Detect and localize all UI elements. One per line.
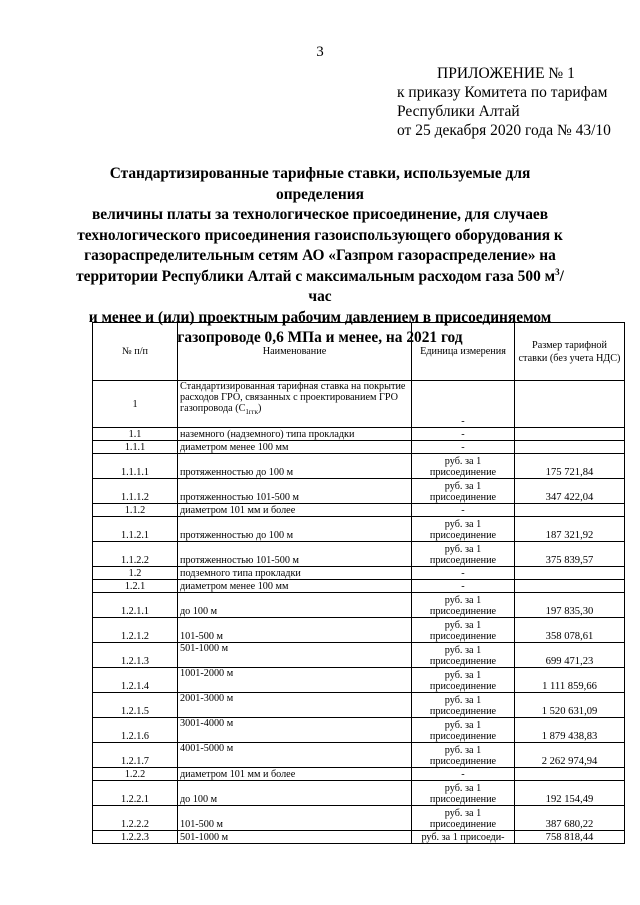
cell-unit: - — [412, 768, 515, 781]
cell-name: 4001-5000 м — [178, 743, 412, 768]
cell-unit: руб. за 1 присоединение — [412, 454, 515, 479]
cell-value: 197 835,30 — [515, 593, 625, 618]
table-row — [93, 381, 625, 428]
cell-name: 501-1000 м — [178, 831, 412, 844]
table-row — [93, 743, 625, 768]
header-num: № п/п — [93, 323, 178, 381]
cell-name: диаметром 101 мм и более — [178, 504, 412, 517]
table-row — [93, 580, 625, 593]
cell-num: 1.2.1.6 — [93, 718, 178, 743]
cell-name: 3001-4000 м — [178, 718, 412, 743]
table-row — [93, 593, 625, 618]
cell-name: диаметром менее 100 мм — [178, 441, 412, 454]
cell-name: подземного типа прокладки — [178, 567, 412, 580]
cell-value: 175 721,84 — [515, 454, 625, 479]
cell-name: наземного (надземного) типа прокладки — [178, 428, 412, 441]
cell-name: 501-1000 м — [178, 643, 412, 668]
cell-num: 1.2.1 — [93, 580, 178, 593]
cell-unit: - — [412, 441, 515, 454]
table-row — [93, 806, 625, 831]
cell-name: протяженностью 101-500 м — [178, 542, 412, 567]
heading-line: и менее и (или) проектным рабочим давлением в присоединяемом — [88, 308, 552, 326]
cell-num: 1.1 — [93, 428, 178, 441]
cell-name: 101-500 м — [178, 806, 412, 831]
appendix-order-line: к приказу Комитета по тарифам — [397, 84, 608, 101]
cell-num: 1.1.1.2 — [93, 479, 178, 504]
cell-value — [515, 504, 625, 517]
cell-unit: руб. за 1 присоединение — [412, 806, 515, 831]
cell-unit: руб. за 1 присоединение — [412, 781, 515, 806]
cell-num: 1.2.2.1 — [93, 781, 178, 806]
cell-value: 2 262 974,94 — [515, 743, 625, 768]
cell-name-text: Стандартизированная тарифная ставка на покрытие расходов ГРО, связанных с проектированием ГРО газопровода (C — [180, 381, 406, 414]
table-row — [93, 718, 625, 743]
cell-unit: руб. за 1 присоединение — [412, 593, 515, 618]
cell-unit: руб. за 1 присоединение — [412, 668, 515, 693]
cell-num: 1.2 — [93, 567, 178, 580]
cell-value: 387 680,22 — [515, 806, 625, 831]
heading-line: Стандартизированные тарифные ставки, используемые для определения — [109, 165, 531, 203]
cell-name: диаметром 101 мм и более — [178, 768, 412, 781]
cell-name: диаметром менее 100 мм — [178, 580, 412, 593]
cell-num: 1.2.1.5 — [93, 693, 178, 718]
tariff-table — [92, 322, 625, 844]
cell-value — [515, 580, 625, 593]
cell-name-end: ) — [258, 403, 262, 414]
cell-name: 101-500 м — [178, 618, 412, 643]
cell-value: 1 879 438,83 — [515, 718, 625, 743]
table-header-row — [93, 323, 625, 381]
cell-value: 699 471,23 — [515, 643, 625, 668]
cell-name: 2001-3000 м — [178, 693, 412, 718]
cell-value: 192 154,49 — [515, 781, 625, 806]
table-row — [93, 567, 625, 580]
appendix-title: ПРИЛОЖЕНИЕ № 1 — [437, 65, 575, 82]
cell-name-subscript: 1ггк — [245, 408, 259, 417]
header-value: Размер тарифной ставки (без учета НДС) — [515, 323, 625, 381]
cell-unit: руб. за 1 присоединение — [412, 693, 515, 718]
cell-name: протяженностью 101-500 м — [178, 479, 412, 504]
table-row — [93, 643, 625, 668]
cell-num: 1.2.1.4 — [93, 668, 178, 693]
cell-name: протяженностью до 100 м — [178, 454, 412, 479]
cell-unit: руб. за 1 присоеди- — [412, 831, 515, 844]
heading-superscript: 3 — [555, 266, 560, 277]
table-row — [93, 441, 625, 454]
cell-unit: - — [412, 504, 515, 517]
cell-num: 1.2.1.2 — [93, 618, 178, 643]
cell-num: 1 — [93, 381, 178, 428]
heading-line: технологического присоединения газоиспользующего оборудования к — [77, 226, 563, 244]
cell-unit: - — [412, 567, 515, 580]
cell-value — [515, 567, 625, 580]
table-row — [93, 618, 625, 643]
cell-num: 1.1.1.1 — [93, 454, 178, 479]
cell-unit: руб. за 1 присоединение — [412, 618, 515, 643]
cell-name: 1001-2000 м — [178, 668, 412, 693]
cell-value: 347 422,04 — [515, 479, 625, 504]
cell-unit: - — [412, 580, 515, 593]
table-row — [93, 781, 625, 806]
table-row — [93, 768, 625, 781]
table-row — [93, 428, 625, 441]
cell-name — [178, 381, 412, 428]
appendix-block — [397, 64, 637, 140]
cell-unit: руб. за 1 присоединение — [412, 517, 515, 542]
cell-value — [515, 381, 625, 428]
cell-num: 1.2.2 — [93, 768, 178, 781]
heading-line: газораспределительным сетям АО «Газпром газораспределение» на — [84, 247, 556, 264]
header-name: Наименование — [178, 323, 412, 381]
heading-line — [70, 267, 570, 308]
cell-value: 358 078,61 — [515, 618, 625, 643]
heading-line: газопроводе 0,6 МПа и менее, на 2021 год — [177, 329, 463, 346]
cell-num: 1.2.1.1 — [93, 593, 178, 618]
cell-name: до 100 м — [178, 781, 412, 806]
appendix-region-line: Республики Алтай — [397, 103, 520, 120]
table-row — [93, 668, 625, 693]
cell-num: 1.1.2.1 — [93, 517, 178, 542]
heading-line-text: территории Республики Алтай с максимальным расходом газа 500 м — [76, 267, 556, 285]
cell-value: 375 839,57 — [515, 542, 625, 567]
table-row — [93, 479, 625, 504]
cell-value: 1 520 631,09 — [515, 693, 625, 718]
cell-value: 187 321,92 — [515, 517, 625, 542]
table-row — [93, 693, 625, 718]
document-heading — [70, 164, 570, 349]
cell-num: 1.2.2.2 — [93, 806, 178, 831]
cell-name: до 100 м — [178, 593, 412, 618]
cell-unit: - — [412, 381, 515, 428]
cell-unit: - — [412, 428, 515, 441]
heading-line-end: /час — [308, 267, 564, 305]
cell-value — [515, 428, 625, 441]
page-number: 3 — [316, 44, 324, 60]
cell-unit: руб. за 1 присоединение — [412, 542, 515, 567]
table-row — [93, 454, 625, 479]
cell-value — [515, 768, 625, 781]
cell-value: 758 818,44 — [515, 831, 625, 844]
cell-num: 1.1.1 — [93, 441, 178, 454]
cell-value — [515, 441, 625, 454]
table-row — [93, 831, 625, 844]
cell-num: 1.1.2.2 — [93, 542, 178, 567]
table-row — [93, 504, 625, 517]
cell-unit: руб. за 1 присоединение — [412, 479, 515, 504]
header-unit: Единица измерения — [412, 323, 515, 381]
heading-line: величины платы за технологическое присоединение, для случаев — [91, 206, 549, 223]
cell-unit: руб. за 1 присоединение — [412, 743, 515, 768]
cell-unit: руб. за 1 присоединение — [412, 643, 515, 668]
table-row — [93, 542, 625, 567]
cell-name: протяженностью до 100 м — [178, 517, 412, 542]
cell-num: 1.2.1.7 — [93, 743, 178, 768]
cell-num: 1.2.2.3 — [93, 831, 178, 844]
cell-num: 1.1.2 — [93, 504, 178, 517]
cell-num: 1.2.1.3 — [93, 643, 178, 668]
cell-value: 1 111 859,66 — [515, 668, 625, 693]
cell-unit: руб. за 1 присоединение — [412, 718, 515, 743]
appendix-date-line: от 25 декабря 2020 года № 43/10 — [397, 122, 611, 139]
table-row — [93, 517, 625, 542]
